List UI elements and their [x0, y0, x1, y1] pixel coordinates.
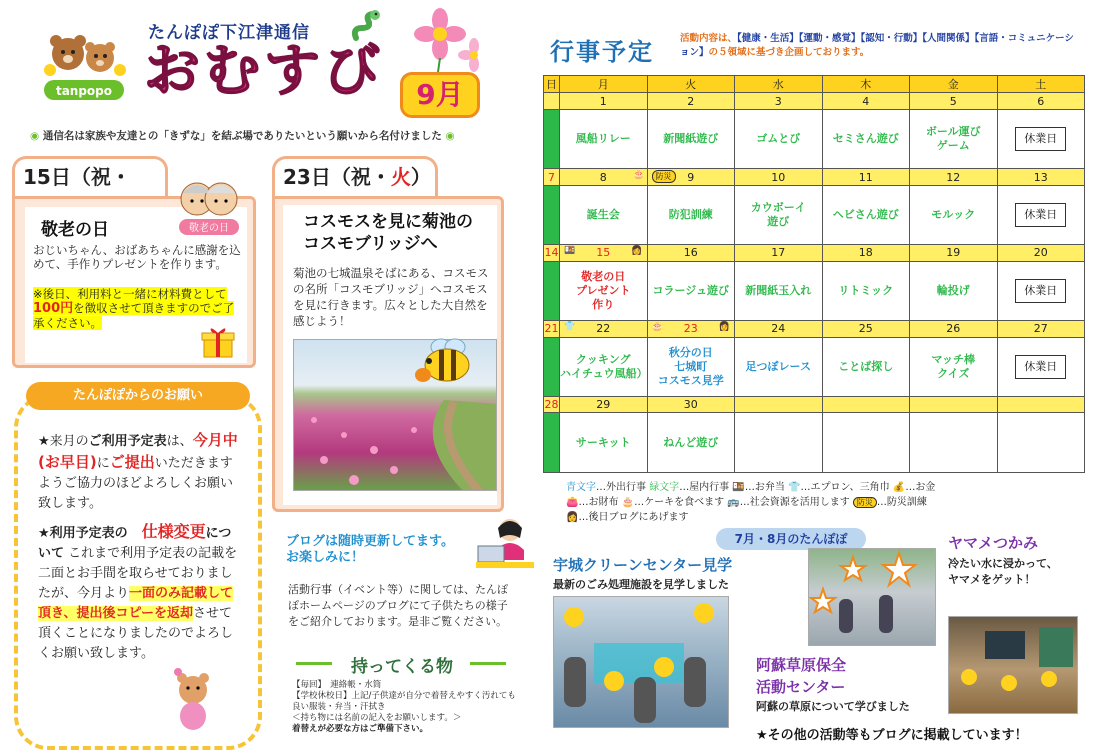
cal-event-closed: 休業日 — [997, 109, 1085, 168]
gift-icon — [201, 325, 235, 363]
cal-day: 1 — [560, 93, 648, 109]
cal-event-closed: 休業日 — [997, 185, 1085, 244]
cal-day: 18 — [822, 245, 910, 261]
cal-header-mon: 月 — [560, 76, 648, 93]
cal-event-closed: 休業日 — [997, 261, 1085, 320]
blog-person-icon: 👩 — [631, 246, 643, 257]
cal-day: 24 — [735, 321, 823, 337]
cal-event: ことば探し — [822, 337, 910, 396]
cal-day: 防災 9 — [647, 169, 735, 185]
cal-event: 誕生会 — [560, 185, 648, 244]
name-note — [30, 128, 455, 143]
blog-person-icon: 👩 — [718, 322, 730, 333]
activity-2-desc: 冷たい水に浸かって、 ヤマメをゲット！ — [948, 557, 1058, 586]
cal-header-sun: 日 — [544, 76, 560, 93]
bento-icon: 🍱 — [564, 246, 576, 257]
cal-week-stripe — [544, 109, 560, 168]
event-15-body: おじいちゃん、おばあちゃんに感謝を込めて、手作りプレゼントを作ります。 — [33, 243, 241, 271]
cal-event: 新聞紙玉入れ — [735, 261, 823, 320]
cal-day: 25 — [822, 321, 910, 337]
cal-day — [822, 397, 910, 413]
money-icon: 💰 — [892, 482, 906, 493]
cal-event: モルック — [910, 185, 998, 244]
request-p1: ★来月のご利用予定表は、今月中(お早目)にご提出いただきますようご協力のほどよろしくお願い致します。 — [38, 431, 238, 511]
bear-logo — [40, 24, 128, 106]
clean-center-photo — [553, 596, 729, 728]
request-title: たんぽぽからのお願い — [26, 382, 250, 410]
cal-week-stripe — [544, 261, 560, 320]
cal-day: 11 — [822, 169, 910, 185]
cal-event: 秋分の日 七城町 コスモス見学 — [647, 337, 735, 396]
cal-event: サーキット — [560, 413, 648, 473]
blog-body: 活動行事（イベント等）に関しては、たんぽぽホームページのブログにて子供たちの様子をご紹介しております。是非ご覧ください。 — [288, 583, 508, 628]
aso-center-photo — [948, 616, 1078, 714]
leaf-icon: ◉ — [30, 130, 40, 142]
event-calendar — [543, 75, 1085, 473]
cal-day: 29 — [560, 397, 648, 413]
cal-day — [735, 397, 823, 413]
bosai-badge: 防災 — [652, 170, 676, 183]
cal-header-sat: 土 — [997, 76, 1085, 93]
activity-1-title: 宇城クリーンセンター見学 — [553, 556, 733, 574]
cal-day: 4 — [822, 93, 910, 109]
month-badge: 9月 — [400, 72, 480, 118]
cal-day: 26 — [910, 321, 998, 337]
cal-day: 16 — [647, 245, 735, 261]
wallet-icon: 👛 — [566, 497, 579, 508]
cal-sun: 21 — [544, 322, 559, 336]
cal-event-closed: 休業日 — [997, 337, 1085, 396]
apron-icon: 👕 — [788, 482, 801, 493]
cal-day: 🎂 23 👩 — [647, 321, 735, 337]
cal-event: 輪投げ — [910, 261, 998, 320]
cal-day: 3 — [735, 93, 823, 109]
bee-icon — [415, 333, 477, 391]
event-15-heading: 敬老の日 — [41, 220, 109, 240]
cal-week-stripe — [544, 413, 560, 473]
bear-character-icon — [168, 668, 218, 736]
bring-list: 【毎回】 連絡帳・水筒 【学校休校日】上記/子供達が自分で着替えやすく汚れても良い服装・弁当・汗拭き ＜持ち物には名前の記入をお願いします。＞ 着替えが必要な方はご準備下さい。 — [292, 680, 516, 734]
event-15-note: ※後日、利用料と一緒に材料費として100円を徴収させて頂きますのでご了承ください。 — [33, 287, 235, 330]
cal-day — [997, 397, 1085, 413]
cal-sun: 28 — [544, 398, 559, 412]
cal-day: 19 — [910, 245, 998, 261]
cal-day: 30 — [647, 397, 735, 413]
bento-icon: 🍱 — [732, 482, 745, 493]
cal-event: ゴムとび — [735, 109, 823, 168]
cal-week-stripe — [544, 337, 560, 396]
laptop-person-icon — [476, 516, 536, 576]
cal-sun: 14 — [544, 246, 559, 260]
cal-day: 6 — [997, 93, 1085, 109]
cal-event: コラージュ遊び — [647, 261, 735, 320]
cal-event — [997, 413, 1085, 473]
calendar-title: 行事予定 — [550, 38, 654, 66]
cal-event: クッキング ハイチュウ風船） — [560, 337, 648, 396]
cal-day: 27 — [997, 321, 1085, 337]
activity-3-desc: 阿蘇の草原について学びました — [756, 700, 910, 713]
cal-sun-1 — [544, 93, 560, 109]
cal-week-stripe — [544, 185, 560, 244]
cal-event: 風船リレー — [560, 109, 648, 168]
cal-day: 12 — [910, 169, 998, 185]
bring-title: 持ってくる物 — [351, 657, 453, 677]
footer-note: ★その他の活動等もブログに掲載しています！ — [756, 728, 1028, 743]
cal-event: マッチ棒 クイズ — [910, 337, 998, 396]
event-23-heading: コスモスを見に菊池の コスモブリッジへ — [303, 212, 473, 254]
leaf-icon: ◉ — [445, 130, 455, 142]
request-p2: ★利用予定表の 仕様変更について これまで利用予定表の記載を二面とお手間を取らせておりましたが、今月より一面のみ記載して頂き、提出後コピーを返却させて頂くことになりましたのでよろしくお願い致します。 — [38, 522, 238, 661]
cal-event: 敬老の日 プレゼント 作り — [560, 261, 648, 320]
blog-person-icon: 👩 — [566, 512, 579, 523]
cal-event — [735, 413, 823, 473]
cal-event: 防犯訓練 — [647, 185, 735, 244]
cal-day: 20 — [997, 245, 1085, 261]
cal-header-fri: 金 — [910, 76, 998, 93]
cal-day: 🍱 15 👩 — [560, 245, 648, 261]
cal-day: 👕 22 — [560, 321, 648, 337]
cosmos-flower-icon — [392, 6, 484, 72]
activity-1-desc: 最新のごみ処理施設を見学しました — [553, 578, 729, 591]
blog-heading: ブログは随時更新してます。 お楽しみに！ — [286, 534, 454, 565]
calendar-note: 活動内容は、【健康・生活】【運動・感覚】【認知・行動】【人間関係】【言語・コミュニケーション】の５領域に基づき企画しております。 — [680, 33, 1074, 58]
cal-day: 13 — [997, 169, 1085, 185]
activity-3-title: 阿蘇草原保全 活動センター — [756, 656, 847, 696]
summer-activities-bar: 7月・8月のたんぽぽ — [716, 528, 866, 550]
event-23-panel — [272, 196, 504, 512]
event-23-body: 菊池の七城温泉そばにある、コスモスの名所「コスモブリッジ」へコスモスを見に行きます。広々とした大自然を感じよう！ — [293, 266, 489, 328]
cal-day: 17 — [735, 245, 823, 261]
cal-event — [910, 413, 998, 473]
cake-icon: 🎂 — [633, 170, 645, 181]
event-23-date: 23日（祝・火） — [272, 156, 438, 198]
name-note-text: 通信名は家族や友達との「きずな」を結ぶ場でありたいという願いから名付けました — [42, 130, 442, 142]
cal-event: リトミック — [822, 261, 910, 320]
bosai-icon: 防災 — [853, 497, 877, 508]
cal-header-tue: 火 — [647, 76, 735, 93]
cal-day: 5 — [910, 93, 998, 109]
cal-event: カウボーイ 遊び — [735, 185, 823, 244]
activity-2-title: ヤマメつかみ — [948, 534, 1039, 552]
yamame-photo — [808, 548, 936, 646]
cal-day: 2 — [647, 93, 735, 109]
cal-event: セミさん遊び — [822, 109, 910, 168]
cal-event: ねんど遊び — [647, 413, 735, 473]
cal-event — [822, 413, 910, 473]
cal-header-wed: 水 — [735, 76, 823, 93]
cal-header-thu: 木 — [822, 76, 910, 93]
cal-day: 10 — [735, 169, 823, 185]
bus-icon: 🚌 — [727, 497, 740, 508]
cal-event: 新聞紙遊び — [647, 109, 735, 168]
cal-event: ヘビさん遊び — [822, 185, 910, 244]
elderly-couple-icon — [173, 175, 245, 237]
cal-event: 足つぼレース — [735, 337, 823, 396]
calendar-legend: 青文字…外出行事 緑文字…屋内行事 🍱…お弁当 👕…エプロン、三角巾 💰…お金 👛…お財布 🎂…ケーキを食べます 🚌…社会資源を活用します 防災 …防災訓練 👩…後日ブログにあげます — [566, 482, 936, 523]
cal-sun: 7 — [544, 169, 560, 185]
bear-logo-text: tanpopo — [55, 84, 113, 98]
newsletter-title: おむすび — [144, 39, 384, 104]
cal-day: 8 🎂 — [560, 169, 648, 185]
cake-icon: 🎂 — [621, 497, 635, 508]
cal-day — [910, 397, 998, 413]
cal-event: ボール運び ゲーム — [910, 109, 998, 168]
event-15-panel — [12, 196, 256, 368]
apron-icon: 👕 — [564, 322, 576, 333]
cake-icon: 🎂 — [651, 322, 663, 333]
elderly-badge-text: 敬老の日 — [189, 223, 229, 234]
event-15-date: 15日（祝・ — [12, 156, 168, 198]
newsletter-subtitle: たんぽぽ下江津通信 — [148, 23, 310, 43]
